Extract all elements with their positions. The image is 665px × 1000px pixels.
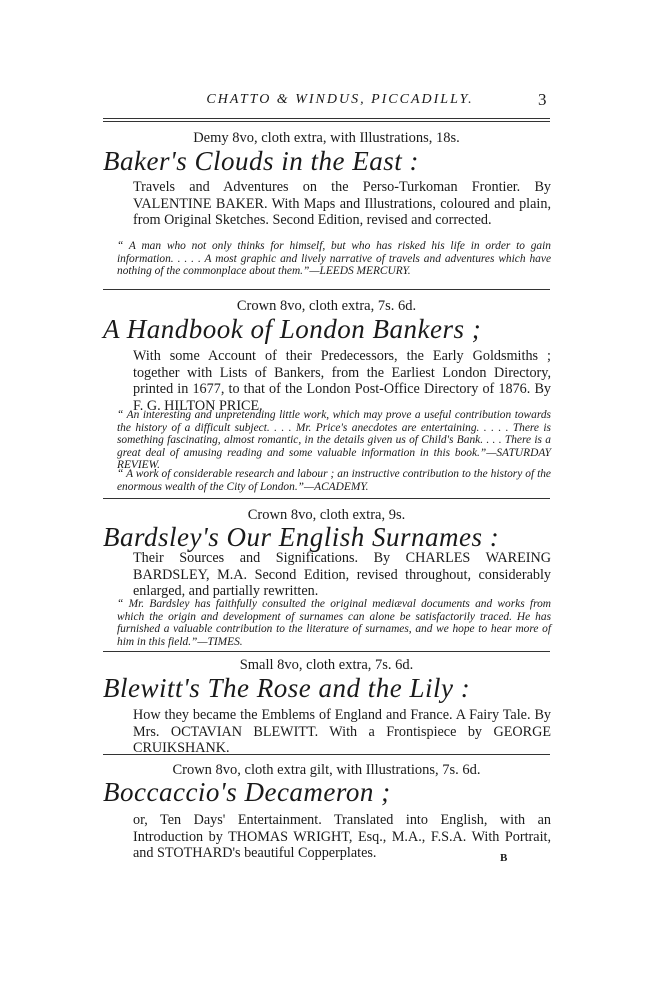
press-quote: “ An interesting and unpretending little work, which may prove a useful contribution towards the history of a difficult subject. . . . Mr. Price's anecdotes are entertaining. . . . . There is something fascinating, almost romantic, in the details given us of Child's Bank. . . . There is a great deal of amusing reading and some valuable information in this book.”—SATURDAY REVIEW. [117,409,551,472]
press-quote: “ A man who not only thinks for himself, but who has risked his life in order to gain information. . . . . A most graphic and lively narrative of travels and adventures which have nothing of the commonplace about them.”—LEEDS MERCURY. [117,240,551,278]
entry-format: Crown 8vo, cloth extra, 7s. 6d. [236,298,417,314]
entry-title: Blewitt's The Rose and the Lily : [103,673,471,703]
entry-description: or, Ten Days' Entertainment. Translated into English, with an Introduction by THOMAS WRIGHT, Esq., M.A., F.S.A. With Portrait, and STOTHARD's beautiful Copperplates. [133,812,551,861]
entry-title: Boccaccio's Decameron ; [103,777,391,807]
running-head: CHATTO & WINDUS, PICCADILLY. [206,92,474,107]
entry-divider [103,651,550,652]
entry-format: Crown 8vo, cloth extra gilt, with Illustrations, 7s. 6d. [172,762,481,778]
printer-signature: B [500,852,508,864]
entry-format: Small 8vo, cloth extra, 7s. 6d. [239,657,414,673]
entry-divider [103,289,550,290]
entry-divider [103,498,550,499]
header-rule [103,118,550,122]
entry-title: A Handbook of London Bankers ; [103,314,482,344]
entry-format: Demy 8vo, cloth extra, with Illustrations, 18s. [193,130,460,146]
press-quote: “ Mr. Bardsley has faithfully consulted the original mediæval documents and works from which the origin and development of surnames can alone be satisfactorily traced. He has furnished a valuable contribution to the literature of surnames, and we hope to hear more of him in this field.”—TIMES. [117,598,551,648]
page-number: 3 [538,90,547,109]
press-quote: “ A work of considerable research and labour ; an instructive contribution to the history of the enormous wealth of the City of London.”—ACADEMY. [117,468,551,493]
entry-description: Their Sources and Significations. By CHARLES WAREING BARDSLEY, M.A. Second Edition, revised throughout, considerably enlarged, and partially rewritten. [133,550,551,599]
entry-description: With some Account of their Predecessors, the Early Goldsmiths ; together with Lists of Bankers, from the Earliest London Directory, printed in 1677, to that of the London Post-Office Directory of 1876. By F. G. HILTON PRICE. [133,348,551,414]
entry-description: Travels and Adventures on the Perso-Turkoman Frontier. By VALENTINE BAKER. With Maps and Illustrations, coloured and plain, from Original Sketches. Second Edition, revised and corrected. [133,179,551,228]
entry-title: Bardsley's Our English Surnames : [103,522,500,552]
entry-title: Baker's Clouds in the East : [103,146,419,176]
entry-format: Crown 8vo, cloth extra, 9s. [247,507,406,523]
entry-description: How they became the Emblems of England and France. A Fairy Tale. By Mrs. OCTAVIAN BLEWITT. With a Frontispiece by GEORGE CRUIKSHANK. [133,707,551,756]
entry-divider [103,754,550,755]
